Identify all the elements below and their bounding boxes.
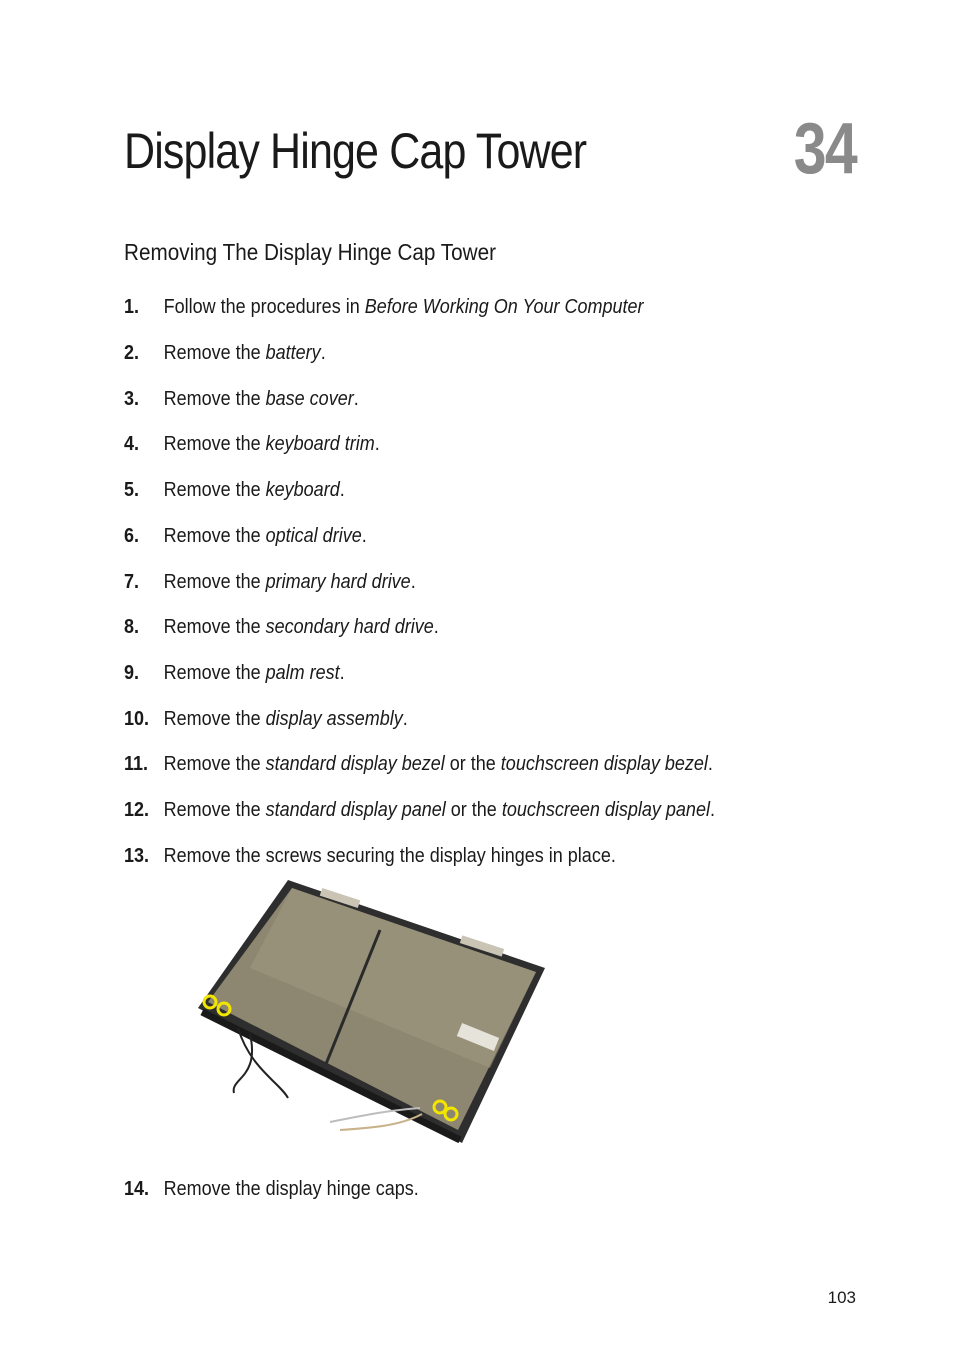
step-14 (124, 1174, 419, 1204)
step-link[interactable]: standard display bezel (265, 753, 445, 775)
step-12 (124, 795, 715, 825)
step-text: Remove the (163, 342, 266, 364)
step-5 (124, 475, 345, 505)
step-text: Remove the display hinge caps. (163, 1178, 419, 1200)
step-text-end: . (433, 616, 439, 638)
section-heading: Removing The Display Hinge Cap Tower (124, 239, 497, 265)
step-number: 14. (124, 1178, 150, 1200)
step-link[interactable]: keyboard (265, 479, 340, 501)
step-link[interactable]: keyboard trim (265, 433, 375, 455)
step-link[interactable]: display assembly (265, 708, 403, 730)
step-number: 4. (124, 433, 140, 455)
step-text-end: . (339, 662, 345, 684)
step-text-mid: or the (445, 799, 502, 821)
page-number: 103 (827, 1288, 856, 1307)
chapter-number: 34 (793, 109, 856, 189)
step-text-end: . (353, 388, 359, 410)
step-text: Remove the (163, 708, 266, 730)
step-text-end: . (709, 799, 715, 821)
step-9 (124, 658, 345, 688)
step-text: Remove the (163, 571, 266, 593)
step-link[interactable]: Before Working On Your Computer (364, 296, 644, 318)
step-number: 2. (124, 342, 140, 364)
step-number: 10. (124, 708, 150, 730)
step-number: 3. (124, 388, 140, 410)
step-link[interactable]: base cover (265, 388, 354, 410)
display-back-cover-photo (190, 878, 550, 1148)
step-number: 1. (124, 296, 140, 318)
step-link-alt[interactable]: touchscreen display bezel (500, 753, 708, 775)
step-text-end: . (402, 708, 408, 730)
step-3 (124, 384, 359, 414)
step-number: 7. (124, 571, 140, 593)
step-text-end: . (361, 525, 367, 547)
step-11 (124, 749, 713, 779)
step-link[interactable]: standard display panel (265, 799, 446, 821)
step-number: 12. (124, 799, 150, 821)
step-1 (124, 292, 644, 322)
step-link[interactable]: optical drive (265, 525, 362, 547)
step-text: Remove the (163, 433, 266, 455)
step-7 (124, 567, 416, 597)
step-number: 11. (124, 753, 149, 775)
step-10 (124, 704, 408, 734)
step-text: Follow the procedures in (163, 296, 365, 318)
step-text: Remove the (163, 616, 266, 638)
step-number: 5. (124, 479, 140, 501)
step-text: Remove the (163, 753, 266, 775)
step-text: Remove the (163, 662, 266, 684)
step-8 (124, 612, 439, 642)
step-text-end: . (320, 342, 326, 364)
step-4 (124, 429, 380, 459)
step-link[interactable]: secondary hard drive (265, 616, 434, 638)
step-number: 6. (124, 525, 140, 547)
step-6 (124, 521, 367, 551)
step-link[interactable]: battery (265, 342, 321, 364)
step-text-end: . (374, 433, 380, 455)
step-link[interactable]: primary hard drive (265, 571, 411, 593)
step-text: Remove the (163, 525, 266, 547)
step-link[interactable]: palm rest (265, 662, 340, 684)
step-number: 9. (124, 662, 140, 684)
step-13 (124, 841, 616, 871)
step-number: 8. (124, 616, 140, 638)
step-number: 13. (124, 845, 150, 867)
step-2 (124, 338, 326, 368)
step-link-alt[interactable]: touchscreen display panel (501, 799, 710, 821)
step-text-mid: or the (444, 753, 501, 775)
step-text: Remove the screws securing the display hinges in place. (163, 845, 616, 867)
chapter-title: Display Hinge Cap Tower (124, 123, 587, 179)
step-text: Remove the (163, 388, 266, 410)
step-text-end: . (707, 753, 713, 775)
step-text: Remove the (163, 479, 266, 501)
step-text-end: . (339, 479, 345, 501)
step-text-end: . (410, 571, 416, 593)
step-text: Remove the (163, 799, 266, 821)
